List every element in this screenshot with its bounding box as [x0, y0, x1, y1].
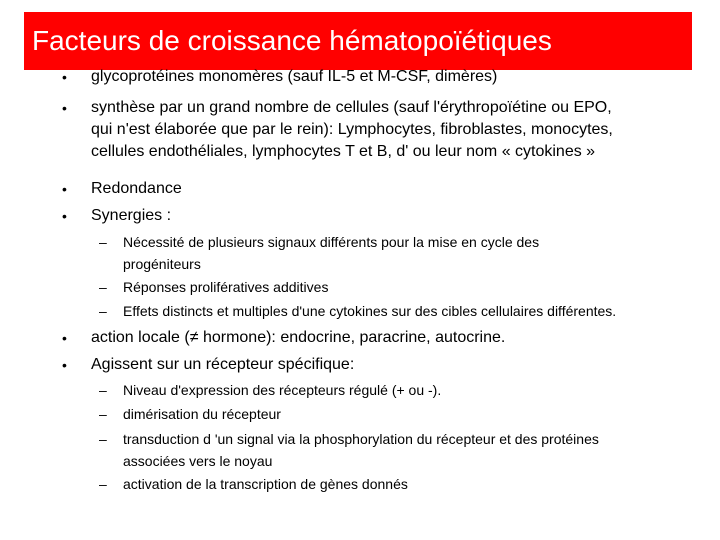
- dash-marker: –: [99, 476, 107, 492]
- sub-list-item-text: Effets distincts et multiples d'une cytokines sur des cibles cellulaires différentes.: [123, 303, 617, 319]
- list-item-text: Redondance: [91, 180, 182, 197]
- dash-marker: –: [99, 431, 107, 447]
- slide-title-bar: [24, 12, 692, 70]
- dash-marker: –: [99, 382, 107, 398]
- dash-marker: –: [99, 234, 107, 250]
- bullet-marker: •: [62, 181, 67, 197]
- bullet-marker: •: [62, 69, 67, 85]
- sub-list-item-text: Réponses prolifératives additives: [123, 279, 329, 295]
- list-item-text: glycoprotéines monomères (sauf IL-5 et M-CSF, dimères): [91, 68, 498, 85]
- dash-marker: –: [99, 303, 107, 319]
- bullet-marker: •: [62, 100, 67, 116]
- list-item-text: Agissent sur un récepteur spécifique:: [91, 356, 355, 373]
- sub-list-item-text: transduction d 'un signal via la phosphorylation du récepteur et des protéines associées vers le noyau: [123, 431, 599, 469]
- sub-list-item-text: Nécessité de plusieurs signaux différents pour la mise en cycle des progéniteurs: [123, 234, 540, 272]
- sub-list-item-text: dimérisation du récepteur: [123, 406, 281, 422]
- bullet-marker: •: [62, 357, 67, 373]
- list-item-text: action locale (≠ hormone): endocrine, paracrine, autocrine.: [91, 329, 506, 346]
- sub-list-item-text: activation de la transcription de gènes donnés: [123, 476, 408, 492]
- sub-list-item-text: Niveau d'expression des récepteurs régulé (+ ou -).: [123, 382, 442, 398]
- dash-marker: –: [99, 279, 107, 295]
- bullet-marker: •: [62, 208, 67, 224]
- bullet-marker: •: [62, 330, 67, 346]
- list-item-text: Synergies :: [91, 207, 172, 224]
- list-item-text: synthèse par un grand nombre de cellules (sauf l'érythropoïétine ou EPO, qui n'est élaborée que par le rein): Lymphocytes, fibroblastes, monocytes, cellules endothéliales, lymphocytes T et B, d' ou leur nom « cytokines »: [91, 99, 613, 160]
- slide-title: Facteurs de croissance hématopoïétiques: [32, 25, 552, 56]
- dash-marker: –: [99, 406, 107, 422]
